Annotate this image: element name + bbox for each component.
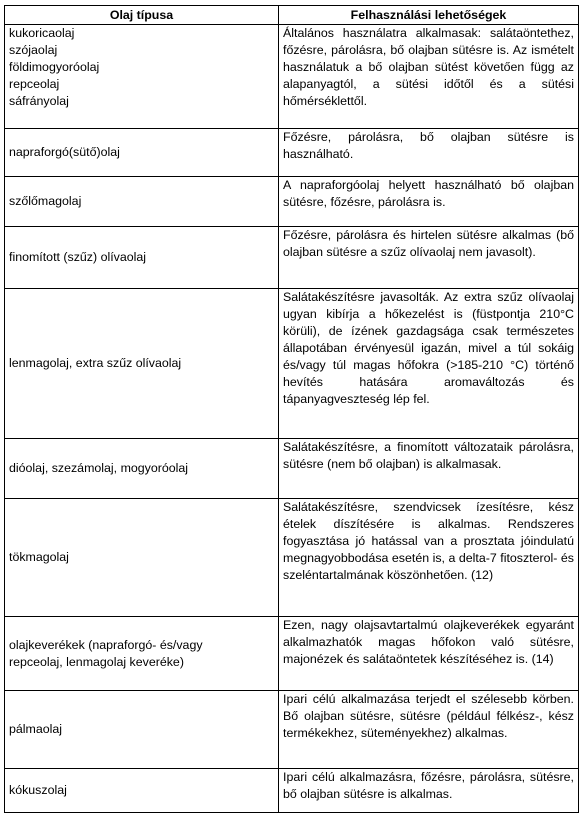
usage-cell: Főzésre, párolásra és hirtelen sütésre alkalmas (bő olajban sütésre a szűz olívaolaj nem javasolt). [279, 227, 579, 289]
table-row [5, 617, 579, 691]
table-row [5, 439, 579, 499]
table-row [5, 289, 579, 439]
table-row [5, 129, 579, 177]
oil-type-line: repceolaj [9, 77, 60, 91]
oil-type-line: földimogyoróolaj [9, 60, 100, 74]
oil-type-cell: finomított (szűz) olívaolaj [5, 227, 279, 289]
table-row [5, 769, 579, 813]
usage-cell: Általános használatra alkalmasak: salátaöntethez, főzésre, párolásra, bő olajban sütésre is. Az ismételt használatuk a bő olajban sütést követően függ az alapanyagtól, a sütési időtől és a sütési hőmérséklettől. [279, 25, 579, 129]
oil-type-cell: kókuszolaj [5, 769, 279, 813]
usage-cell: Salátakészítésre, szendvicsek ízesítésre, kész ételek díszítésére is alkalmas. Rendszeres fogyasztása jó hatással van a prosztata jóindulatú megnagyobbodása esetén is, a delta-7 fitoszterol- és szeléntartalmának köszönhetően. (12) [279, 499, 579, 617]
oil-type-line: kukoricaolaj [9, 26, 75, 40]
oil-type-cell: lenmagolaj, extra szűz olívaolaj [5, 289, 279, 439]
oil-type-cell: napraforgó(sütő)olaj [5, 129, 279, 177]
header-oil-type: Olaj típusa [5, 6, 279, 25]
header-usage: Felhasználási lehetőségek [279, 6, 579, 25]
oil-type-line: szójaolaj [9, 43, 58, 57]
usage-cell: Salátakészítésre javasolták. Az extra szűz olívaolaj ugyan kibírja a hőkezelést is (füstpontja 210°C körüli), de ízének gazdagsága csak természetes állapotában érvényesül igazán, mivel a túl sokáig és/vagy túl magas hőfokra (>185-210 °C) történő hevítés hatására aromaváltozás és tápanyagveszteség lép fel. [279, 289, 579, 439]
oil-type-line: sáfrányolaj [9, 94, 69, 108]
oil-type-cell: tökmagolaj [5, 499, 279, 617]
table-row [5, 691, 579, 769]
oil-type-cell [5, 25, 279, 129]
usage-cell: Ipari célú alkalmazása terjedt el szélesebb körben. Bő olajban sütésre, sütésre (például félkész-, kész termékekhez, süteményekhez) alkalmas. [279, 691, 579, 769]
usage-cell: A napraforgóolaj helyett használható bő olajban sütésre, főzésre, párolásra is. [279, 177, 579, 227]
table-row [5, 25, 579, 129]
usage-cell: Salátakészítésre, a finomított változataik párolásra, sütésre (nem bő olajban) is alkalmasak. [279, 439, 579, 499]
table-row [5, 227, 579, 289]
usage-cell: Ipari célú alkalmazásra, főzésre, párolásra, sütésre, bő olajban sütésre is alkalmas. [279, 769, 579, 813]
usage-cell: Főzésre, párolásra, bő olajban sütésre is használható. [279, 129, 579, 177]
oil-type-line: olajkeverékek (napraforgó- és/vagy [9, 637, 203, 652]
oil-type-cell: pálmaolaj [5, 691, 279, 769]
oil-type-cell [5, 617, 279, 691]
oil-type-line: repceolaj, lenmagolaj keveréke) [9, 654, 184, 669]
header-row [5, 6, 579, 25]
table-row [5, 499, 579, 617]
usage-cell: Ezen, nagy olajsavtartalmú olajkeverékek egyaránt alkalmazhatók magas hőfokon való sütésre, majonézek és salátaöntetek készítéséhez is. (14) [279, 617, 579, 691]
oil-table [4, 5, 579, 813]
oil-type-cell: dióolaj, szezámolaj, mogyoróolaj [5, 439, 279, 499]
table-row [5, 177, 579, 227]
oil-type-cell: szőlőmagolaj [5, 177, 279, 227]
